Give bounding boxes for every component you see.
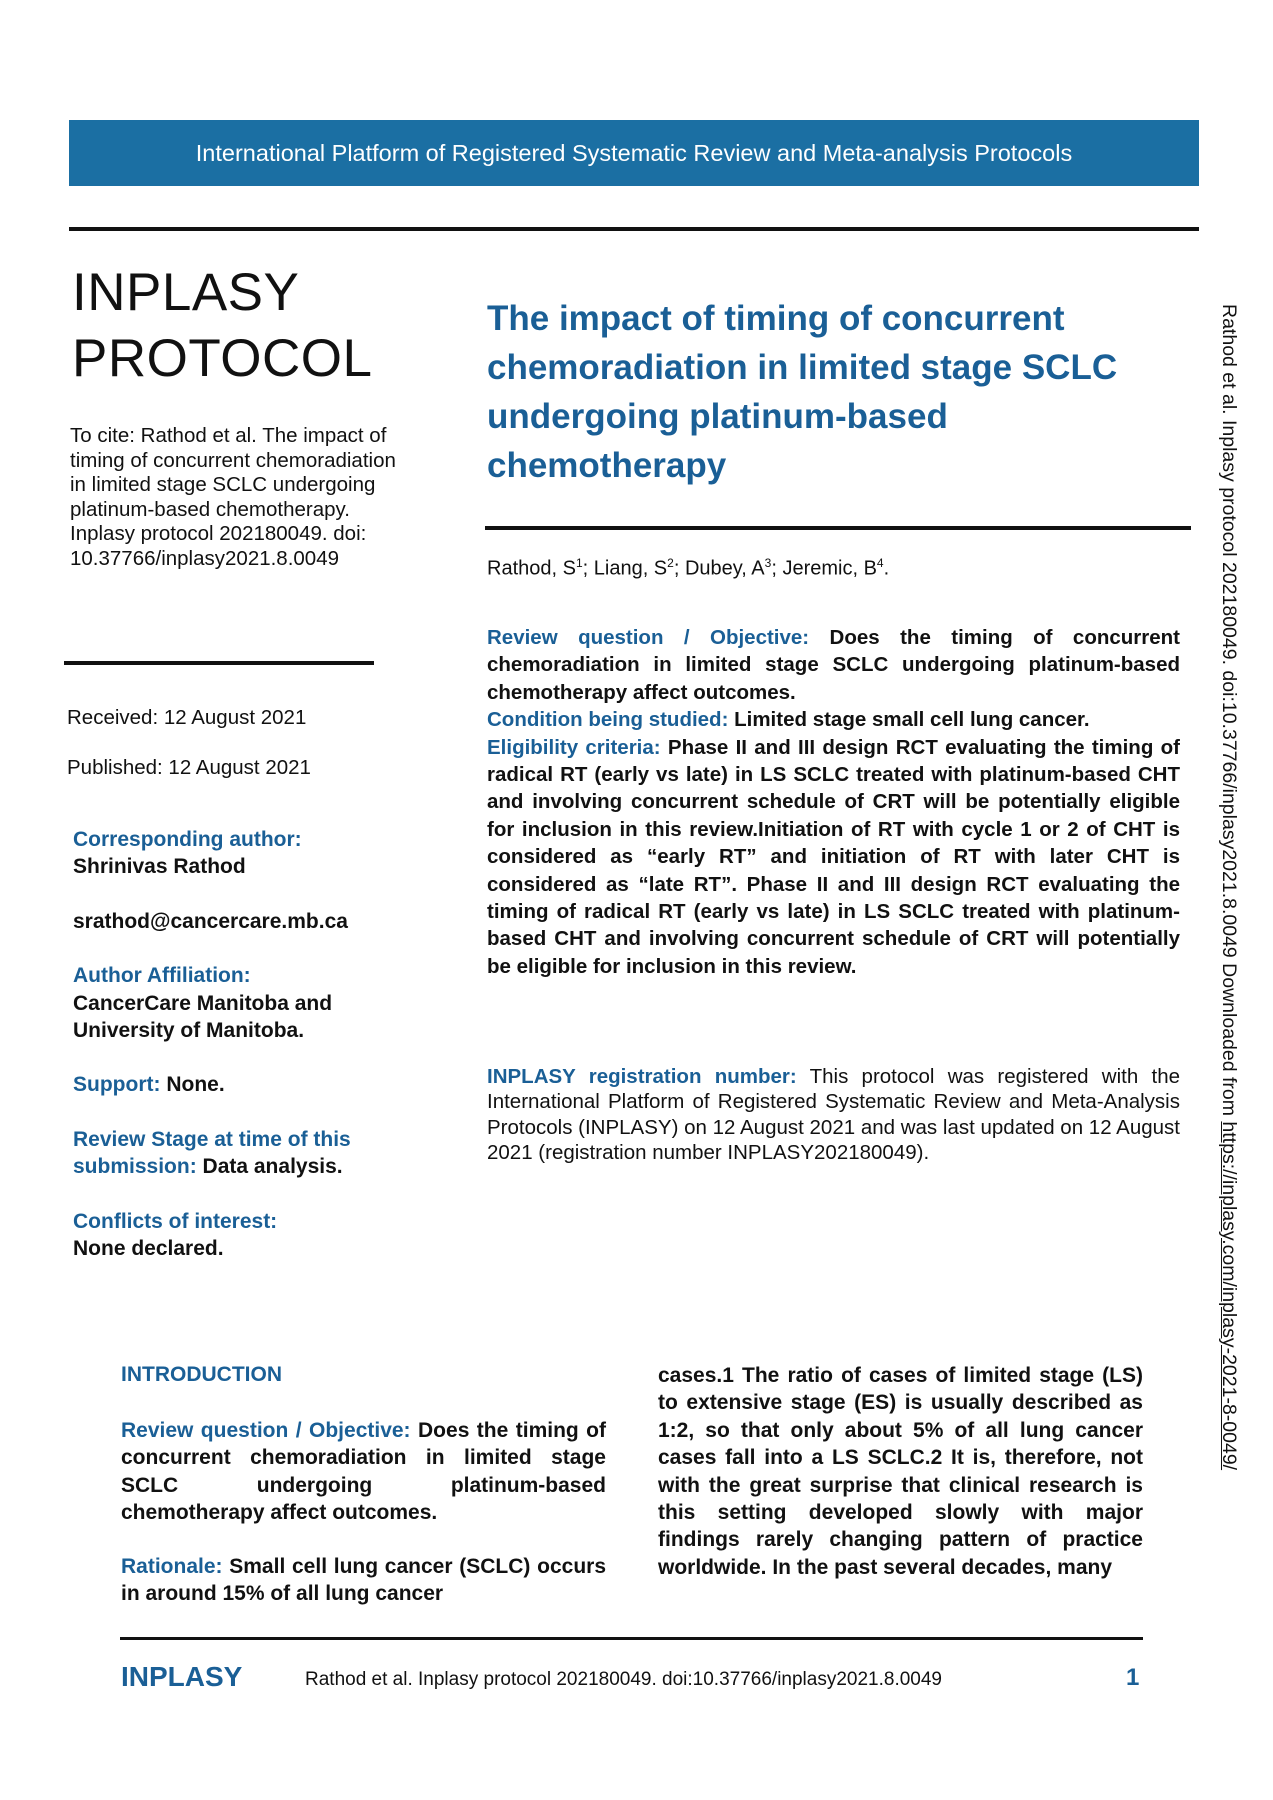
author-email[interactable]: srathod@cancercare.mb.ca — [73, 909, 348, 933]
sidebar-metadata — [73, 826, 413, 1289]
introduction-column-2: cases.1 The ratio of cases of limited stage (LS) to extensive stage (ES) is usually described as 1:2, so that only about 5% of all lung cancer cases fall into a LS SCLC.2 It is, therefore, not with the great surprise that clinical research is this setting developed slowly with major findings rarely changing pattern of practice worldwide. In the past several decades, many — [658, 1364, 1143, 1579]
abstract-eligibility: Eligibility criteria: Phase II and III design RCT evaluating the timing of radical RT (early vs late) in LS SCLC treated with platinum-based CHT and involving concurrent schedule of CRT will be potentially eligible for inclusion in this review.Initiation of RT with cycle 1 or 2 of CHT is considered as “early RT” and initiation of RT with later CHT is considered as “late RT”. Phase II and III design RCT evaluating the timing of radical RT (early vs late) in LS SCLC treated with platinum-based CHT and involving concurrent schedule of CRT will potentially be eligible for inclusion in this review. — [487, 735, 1180, 978]
introduction-column-1 — [121, 1417, 606, 1633]
author-list: Rathod, $S^1$; Liang, $S^2$; Dubey, $A^3$; Jeremic, $B^4$. — [487, 556, 890, 580]
conflicts-of-interest: Conflicts of interest: None declared. — [73, 1209, 278, 1261]
abstract-objective: Review question / Objective: Does the timing of concurrent chemoradiation in limited stage SCLC undergoing platinum-based chemotherapy affect outcomes. — [487, 626, 1180, 704]
abstract — [487, 624, 1180, 980]
introduction-heading: INTRODUCTION — [121, 1363, 282, 1386]
author-affiliation: Author Affiliation: CancerCare Manitoba and University of Manitoba. — [73, 964, 333, 1043]
published-date: Published: 12 August 2021 — [67, 756, 311, 779]
review-stage: Review Stage at time of this submission: Data analysis. — [73, 1127, 351, 1179]
margin-download-notice: Rathod et al. Inplasy protocol 202180049. doi:10.37766/inplasy2021.8.0049 Downloaded from https://inplasy.com/inplasy-2021-8-0049/ — [1218, 304, 1240, 1471]
citation-text: To cite: Rathod et al. The impact of timing of concurrent chemoradiation in limited stage SCLC undergoing platinum-based chemotherapy. Inplasy protocol 202180049. doi: 10.37766/inplasy2021.8.0049 — [70, 424, 396, 570]
top-divider — [69, 227, 1199, 231]
received-date: Received: 12 August 2021 — [67, 706, 307, 729]
paper-title: The impact of timing of concurrent chemoradiation in limited stage SCLC undergoing platinum-based chemotherapy — [487, 299, 1118, 485]
footer-brand: INPLASY — [121, 1661, 243, 1692]
corresponding-author: Corresponding author: Shrinivas Rathod — [73, 828, 302, 879]
download-link[interactable]: https://inplasy.com/inplasy-2021-8-0049/ — [1218, 1121, 1240, 1471]
left-divider — [64, 661, 374, 665]
abstract-condition: Condition being studied: Limited stage small cell lung cancer. — [487, 708, 1090, 732]
footer-divider — [120, 1637, 1143, 1640]
intro-objective: Review question / Objective: Does the timing of concurrent chemoradiation in limited stage SCLC undergoing platinum-based chemotherapy affect outcomes. — [121, 1419, 606, 1525]
header-banner — [69, 120, 1199, 186]
footer-citation: Rathod et al. Inplasy protocol 202180049. doi:10.37766/inplasy2021.8.0049 — [305, 1669, 942, 1690]
registration-info: INPLASY registration number: This protocol was registered with the International Platform of Registered Systematic Review and Meta-Analysis Protocols (INPLASY) on 12 August 2021 and was last updated on 12 August 2021 (registration number INPLASY202180049). — [487, 1065, 1180, 1165]
dates — [67, 706, 311, 806]
page-number: 1 — [1126, 1664, 1140, 1691]
title-divider — [485, 526, 1191, 530]
support: Support: None. — [73, 1073, 225, 1097]
intro-rationale: Rationale: Small cell lung cancer (SCLC) occurs in around 15% of all lung cancer — [121, 1554, 606, 1606]
inplasy-protocol-label: INPLASY PROTOCOL — [72, 263, 373, 388]
banner-text: International Platform of Registered Systematic Review and Meta-analysis Protocols — [195, 139, 1073, 166]
